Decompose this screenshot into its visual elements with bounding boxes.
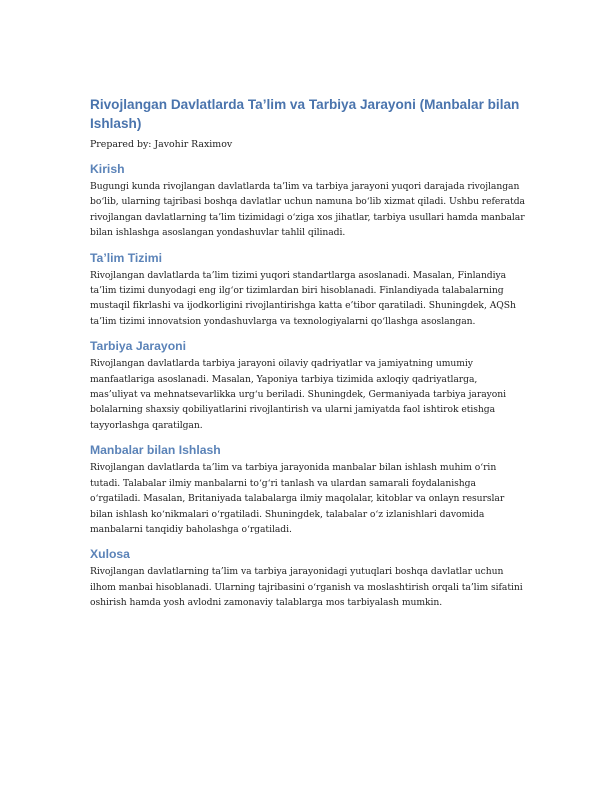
section-heading: Kirish [90, 162, 125, 176]
section-paragraph: Rivojlangan davlatlarning ta’lim va tarbiya jarayonidagi yutuqlari boshqa davlatlar uchun ilhom manbai hisoblanadi. Ularning tajribasini o‘rganish va moslashtirish orqali ta’lim sifatini oshirish hamda yosh avlodni zamonaviy talablarga mos tarbiyalash mumkin. [90, 566, 523, 609]
document-title: Rivojlangan Davlatlarda Ta’lim va Tarbiya Jarayoni (Manbalar bilan Ishlash) [90, 97, 520, 131]
section-xulosa [90, 546, 526, 610]
section-heading: Ta’lim Tizimi [90, 250, 163, 265]
section-tarbiya-jarayoni [90, 338, 526, 433]
section-paragraph: Rivojlangan davlatlarda tarbiya jarayoni oilaviy qadriyatlar va jamiyatning umumiy manfaatlariga asoslanadi. Masalan, Yaponiya tarbiya tizimida axloqiy qadriyatlarga, mas’uliyat va mehnatsevarlikka urg‘u beriladi. Shuningdek, Germaniyada tarbiya jarayoni bolalarning shaxsiy qobiliyatlarini rivojlantirish va ularni jamiyatda faol ishtirok etishga tayyorlashga qaratilgan. [90, 358, 506, 431]
section-heading: Xulosa [90, 547, 130, 562]
section-heading: Tarbiya Jarayoni [90, 339, 186, 354]
section-paragraph: Rivojlangan davlatlarda ta’lim tizimi yuqori standartlarga asoslanadi. Masalan, Finlandiya ta’lim tizimi dunyodagi eng ilg‘or tizimlardan biri hisoblanadi. Finlandiyada talabalarning mustaqil fikrlashi va ijodkorligini rivojlantirishga katta e’tibor qaratiladi. Shuningdek, AQSh ta’lim tizimi innovatsion yondashuvlarga va texnologiyalarni qo‘llashga asoslangan. [90, 269, 516, 327]
section-manbalar-bilan-ishlash [90, 442, 526, 537]
author-line: Prepared by: Javohir Raximov [90, 139, 233, 150]
section-paragraph: Bugungi kunda rivojlangan davlatlarda ta’lim va tarbiya jarayoni yuqori darajada rivojlangan bo‘lib, ularning tajribasi boshqa davlatlar uchun namuna bo‘lib xizmat qiladi. Ushbu referatda rivojlangan davlatlarning ta’lim tizimidagi o‘ziga xos jihatlar, tarbiya usullari hamda manbalar bilan ishlashga asoslangan yondashuvlar tahlil qilinadi. [90, 181, 525, 239]
section-paragraph: Rivojlangan davlatlarda ta’lim va tarbiya jarayonida manbalar bilan ishlash muhim o‘rin tutadi. Talabalar ilmiy manbalarni to‘g‘ri tanlash va ulardan samarali foydalanishga o‘rgatiladi. Masalan, Britaniyada talabalarga ilmiy maqolalar, kitoblar va onlayn resurslar bilan ishlash ko‘nikmalari o‘rgatiladi. Shuningdek, talabalar o‘z izlanishlari davomida manbalarni tanqidiy baholashga o‘rgatiladi. [90, 462, 505, 535]
section-talim-tizimi [90, 250, 526, 330]
section-kirish [90, 161, 526, 241]
section-heading: Manbalar bilan Ishlash [90, 443, 221, 458]
document-page [90, 95, 526, 620]
